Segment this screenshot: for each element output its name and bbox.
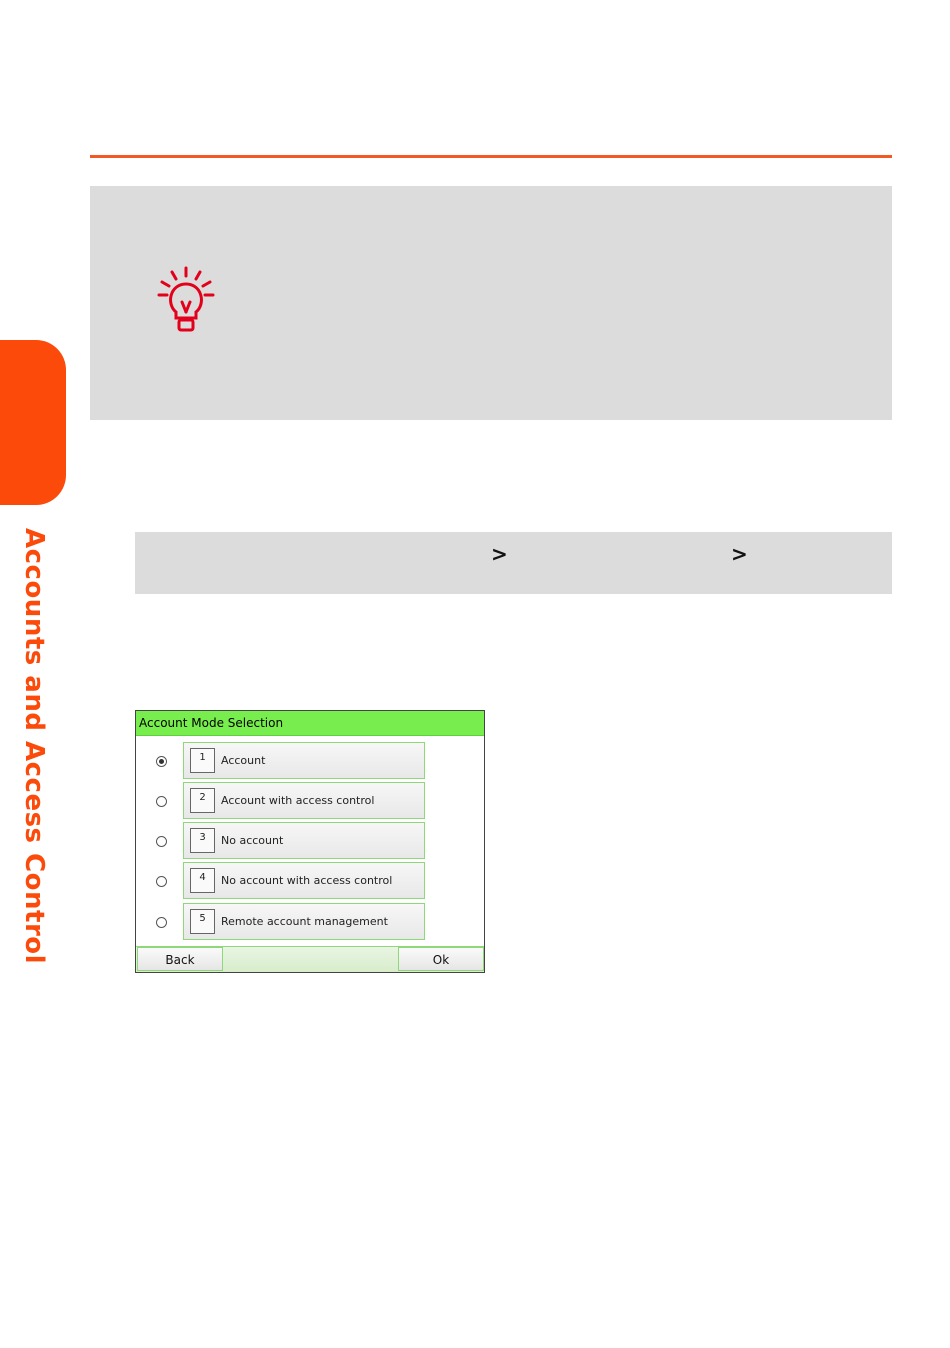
- screen-title: Account Mode Selection: [136, 711, 484, 736]
- option-button-no-account[interactable]: [183, 822, 425, 859]
- option-label: Account with access control: [221, 794, 375, 807]
- option-button-account[interactable]: [183, 742, 425, 779]
- option-number: 3: [190, 828, 215, 853]
- radio-remote-account-management[interactable]: [156, 917, 167, 928]
- option-button-remote-account-management[interactable]: [183, 903, 425, 940]
- option-row-account[interactable]: [136, 742, 486, 780]
- option-button-no-account-access-control[interactable]: [183, 862, 425, 899]
- path-separator: >: [731, 542, 748, 566]
- option-number: 5: [190, 909, 215, 934]
- path-separator: >: [491, 542, 508, 566]
- option-row-no-account[interactable]: [136, 822, 486, 860]
- option-number: 1: [190, 748, 215, 773]
- option-button-account-access-control[interactable]: [183, 782, 425, 819]
- option-number: 4: [190, 868, 215, 893]
- option-label: No account with access control: [221, 874, 393, 887]
- radio-account[interactable]: [156, 756, 167, 767]
- menu-path-box: [135, 532, 892, 594]
- option-label: Remote account management: [221, 915, 388, 928]
- option-number: 2: [190, 788, 215, 813]
- ok-button[interactable]: Ok: [398, 947, 484, 971]
- tip-box: [90, 186, 892, 420]
- radio-no-account-access-control[interactable]: [156, 876, 167, 887]
- screen-footer: [136, 946, 484, 972]
- back-button[interactable]: Back: [137, 947, 223, 971]
- option-label: Account: [221, 754, 266, 767]
- option-row-no-account-access-control[interactable]: [136, 862, 486, 900]
- radio-no-account[interactable]: [156, 836, 167, 847]
- option-row-remote-account-management[interactable]: [136, 903, 486, 941]
- section-divider: [90, 155, 892, 158]
- option-label: No account: [221, 834, 284, 847]
- chapter-title-vertical: Accounts and Access Control: [19, 528, 49, 965]
- account-mode-screen: [135, 710, 485, 973]
- option-row-account-access-control[interactable]: [136, 782, 486, 820]
- chapter-side-tab: [0, 340, 66, 505]
- radio-account-access-control[interactable]: [156, 796, 167, 807]
- lightbulb-icon: [156, 266, 216, 338]
